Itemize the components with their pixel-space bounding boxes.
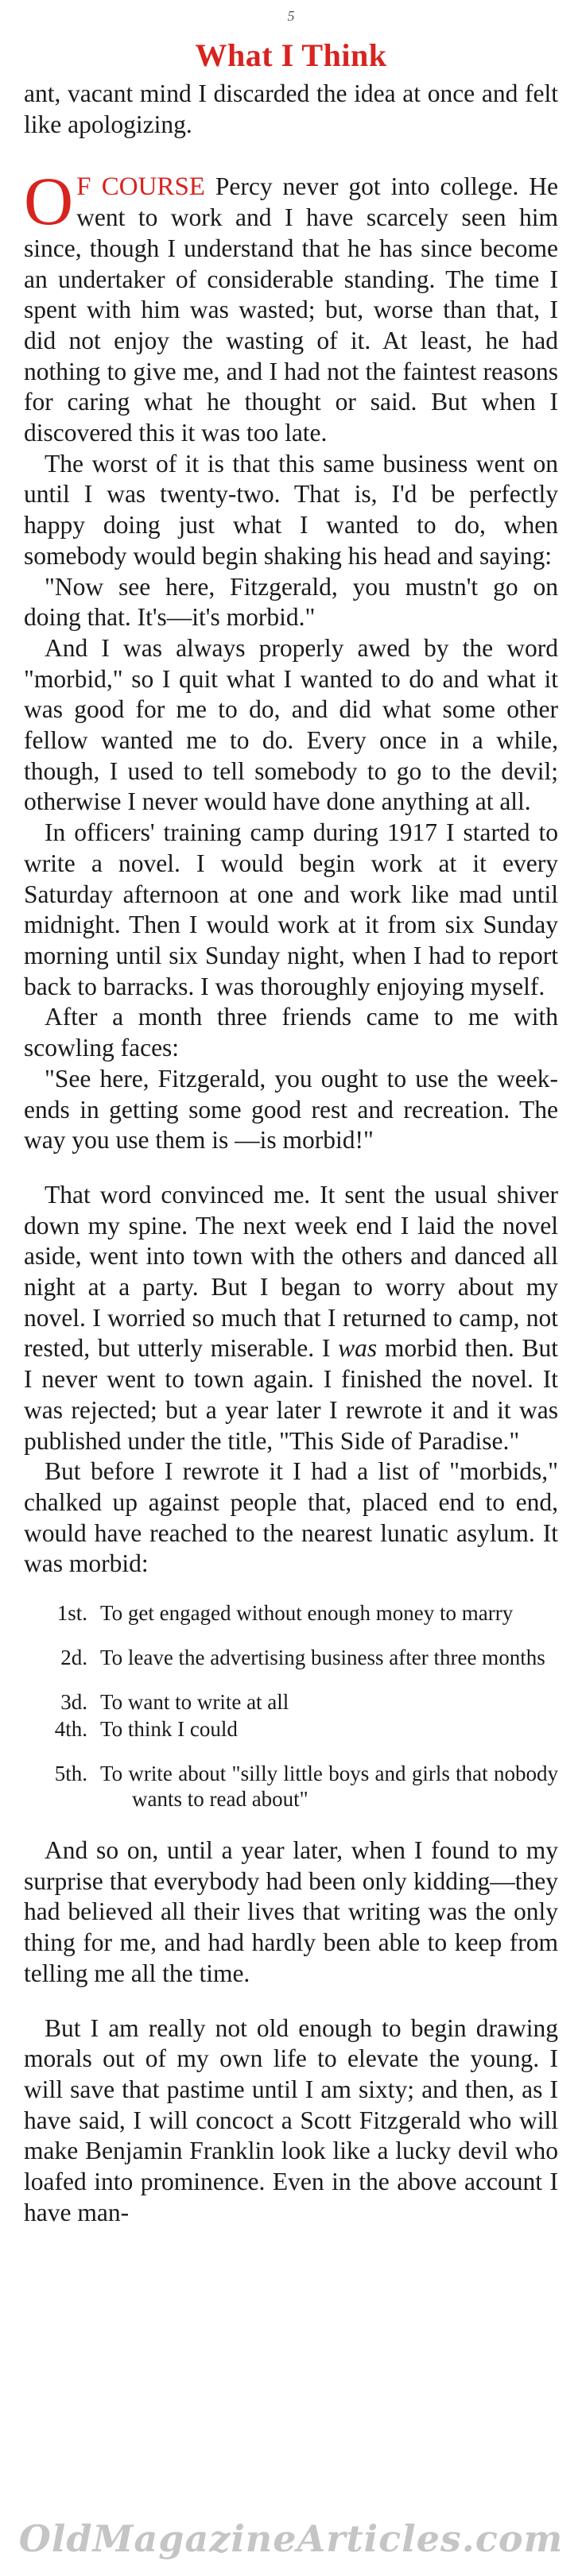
paragraph-text: Percy never got into college. He went to work and I have scarcely seen him since, though I understand that he has since become an undertaker of considerable standing. The time I spent with him was wasted; but, worse than that, I did not enjoy the wasting of it. At least, he had nothing to give me, and I had not the faintest reasons for caring what he thought or said. But when I discovered this it was too late.: [24, 172, 558, 447]
magazine-page: [24, 0, 558, 2228]
list-item: [24, 1600, 558, 1626]
paragraph: ant, vacant mind I discarded the idea at once and felt like apologizing.: [24, 79, 558, 138]
list-item-text: To want to write at all: [100, 1690, 289, 1715]
paragraph: After a month three friends came to me with scowling faces:: [24, 1003, 558, 1062]
running-head: What I Think: [195, 37, 387, 73]
list-item: [24, 1761, 558, 1812]
list-item-number: 3d.: [60, 1690, 87, 1715]
opening-small-caps: F COURSE: [76, 172, 205, 202]
drop-cap: O: [24, 163, 74, 240]
paragraph-text: morbid then. But I never went to town again. I finished the novel. It was rejected; but a year later I rewrote it and it was published under the title, "This Side of Paradise.": [24, 1334, 558, 1455]
list-item-text: To get engaged without enough money to marry: [100, 1601, 514, 1626]
list-item-number: 5th.: [54, 1762, 87, 1786]
paragraph: And I was always properly awed by the word "morbid," so I quit what I wanted to do and what it was good for me to do, and did what some other fellow wanted me to do. Every once in a while, though, I used to tell somebody to go to the devil; otherwise I never would have done anything at all.: [24, 633, 558, 816]
paragraph: But I am really not old enough to begin drawing morals out of my own life to elevate the young. I will save that pastime until I am sixty; and then, as I have said, I will concoct a Scott Fitzgerald who will make Benjamin Franklin look like a lucky devil who loafed into prominence. Even in the above account I have man-: [24, 2013, 558, 2226]
paragraph: But before I rewrote it I had a list of "morbids," chalked up against people that, placed end to end, would have reached to the nearest lunatic asylum. It was morbid:: [24, 1457, 558, 1578]
list-item-number: 4th.: [54, 1717, 87, 1742]
list-item: [24, 1689, 558, 1715]
paragraph: The worst of it is that this same business went on until I was twenty-two. That is, I'd be perfectly happy doing just what I wanted to do, when somebody would begin shaking his head and saying:: [24, 449, 558, 570]
quote-paragraph: "Now see here, Fitzgerald, you mustn't go on doing that. It's—it's morbid.": [24, 572, 558, 632]
emphasis-text: was: [338, 1334, 378, 1363]
list-item-text: To leave the advertising business after three months: [100, 1646, 545, 1670]
paragraph: And so on, until a year later, when I found to my surprise that everybody had been only kidding—they had believed all their lives that writing was the only thing for me, and had hardly been able to keep from telling me all the time.: [24, 1836, 558, 1987]
paragraph: [24, 1180, 558, 1456]
page-number: 5: [287, 8, 295, 24]
morbids-list: [24, 1600, 558, 1812]
list-item-number: 2d.: [60, 1646, 87, 1670]
list-item: [24, 1716, 558, 1742]
paragraph-text: That word convinced me. It sent the usual shiver down my spine. The next week end I laid the novel aside, went into town with the others and danced all night at a party. But I began to worry about my novel. I worried so much that I returned to camp, not rested, but utterly miserable. I: [24, 1180, 558, 1363]
quote-paragraph: "See here, Fitzgerald, you ought to use the week-ends in getting some good rest and recreation. The way you use them is —is morbid!": [24, 1064, 558, 1155]
list-item-text: To write about "silly little boys and girls that nobody wants to read about": [100, 1762, 558, 1812]
article-body: [24, 79, 558, 2228]
list-item-number: 1st.: [56, 1601, 87, 1626]
list-item: [24, 1645, 558, 1670]
opening-paragraph: [24, 163, 558, 448]
site-watermark: OldMagazineArticles.com: [18, 2517, 564, 2560]
paragraph: In officers' training camp during 1917 I started to write a novel. I would begin work at it every Saturday afternoon at one and work like mad until midnight. Then I would work at it from six Sunday morning until six Sunday night, when I had to report back to barracks. I was thoroughly enjoying myself.: [24, 818, 558, 1000]
list-item-text: To think I could: [100, 1717, 238, 1742]
